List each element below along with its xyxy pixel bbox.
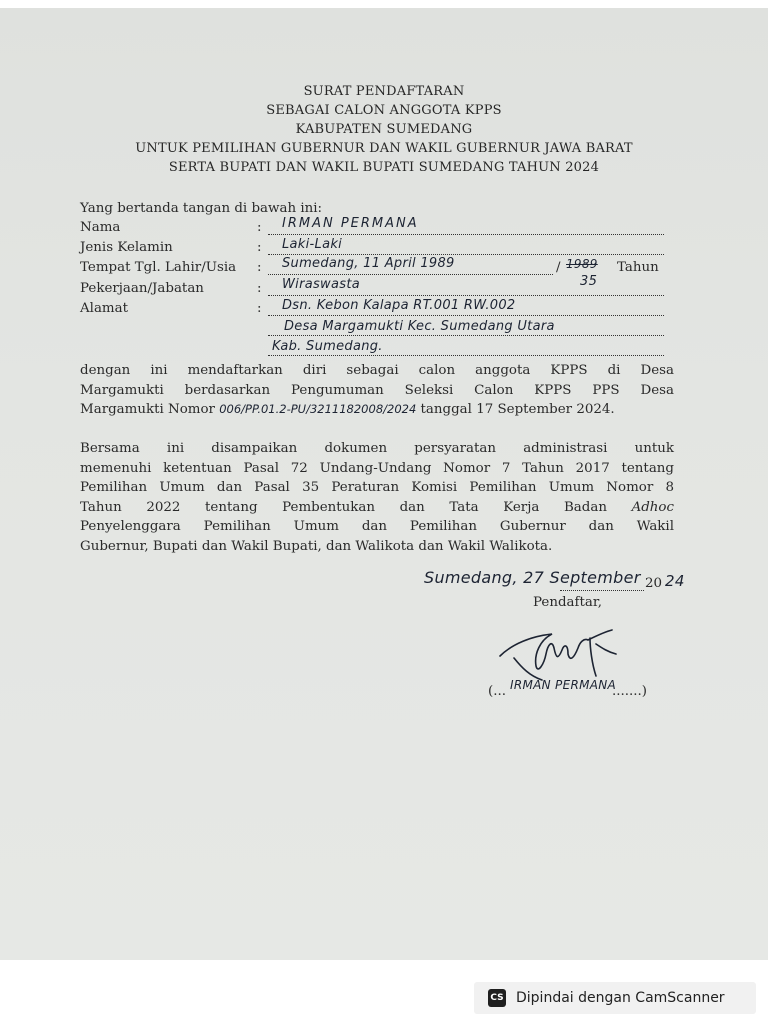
scanned-document-page (0, 8, 768, 960)
nama-dotted-line (268, 234, 664, 235)
ttl-age-struck: 1989 (566, 257, 598, 271)
doc-title: SURAT PENDAFTARAN (303, 84, 465, 99)
requirements-paragraph (80, 439, 674, 556)
signer-role: Pendaftar, (533, 595, 603, 610)
para1-line3-suffix: tanggal 17 September 2024. (420, 402, 615, 417)
para2-line4 (80, 498, 674, 518)
doc-title-line5: SERTA BUPATI DAN WAKIL BUPATI SUMEDANG TAHUN 2024 (168, 160, 600, 175)
year-handwritten: 24 (665, 572, 685, 590)
alamat-colon: : (257, 301, 262, 316)
para2-line4-text: Tahun 2022 tentang Pembentukan dan Tata Kerja Badan (80, 499, 607, 515)
signer-name-close: .......) (612, 684, 648, 699)
registration-paragraph (80, 361, 674, 420)
alamat-dotted-line-2 (268, 335, 664, 336)
pekerjaan-handwritten: Wiraswasta (282, 277, 360, 292)
camscanner-label: Dipindai dengan CamScanner (516, 990, 725, 1006)
pekerjaan-colon: : (257, 281, 262, 296)
jenis-kelamin-dotted-line (268, 254, 664, 255)
doc-title-line4: UNTUK PEMILIHAN GUBERNUR DAN WAKIL GUBERNUR JAWA BARAT (135, 141, 633, 156)
ttl-slash: / (556, 260, 561, 275)
doc-title-line3: KABUPATEN SUMEDANG (295, 122, 473, 137)
ttl-handwritten: Sumedang, 11 April 1989 (282, 256, 455, 271)
alamat-dotted-line-1 (268, 315, 664, 316)
alamat-dotted-line-3 (268, 355, 664, 356)
nama-handwritten: IRMAN PERMANA (282, 216, 419, 231)
jenis-kelamin-handwritten: Laki-Laki (282, 237, 343, 252)
nama-colon: : (257, 220, 262, 235)
para1-line3 (80, 400, 674, 420)
pekerjaan-dotted-line (268, 295, 664, 296)
announcement-number-handwritten: 006/PP.01.2-PU/3211182008/2024 (219, 402, 417, 416)
para2-line2: memenuhi ketentuan Pasal 72 Undang-Undang Nomor 7 Tahun 2017 tentang (80, 460, 674, 476)
nama-label: Nama (80, 220, 121, 235)
para2-line4-italic: Adhoc (631, 499, 674, 515)
ttl-tahun: Tahun (617, 260, 659, 275)
para1-line2: Margamukti berdasarkan Pengumuman Seleksi Calon KPPS PPS Desa (80, 382, 674, 398)
alamat-handwritten-1: Dsn. Kebon Kalapa RT.001 RW.002 (282, 298, 516, 313)
jenis-kelamin-label: Jenis Kelamin (80, 240, 173, 255)
signer-name-handwritten: IRMAN PERMANA (510, 678, 617, 692)
para2-line1: Bersama ini disampaikan dokumen persyaratan administrasi untuk (80, 441, 674, 456)
pekerjaan-label: Pekerjaan/Jabatan (80, 281, 204, 296)
alamat-handwritten-3: Kab. Sumedang. (272, 339, 383, 354)
para2-line6: Gubernur, Bupati dan Wakil Bupati, dan Walikota dan Wakil Walikota. (80, 538, 553, 554)
date-dotted-line (560, 590, 644, 591)
jenis-kelamin-colon: : (257, 240, 262, 255)
ttl-age-handwritten: 35 (580, 274, 598, 289)
para1-line3-prefix: Margamukti Nomor (80, 402, 215, 417)
camscanner-watermark (474, 982, 756, 1014)
para2-line5: Penyelenggara Pemilihan Umum dan Pemilihan Gubernur dan Wakil (80, 519, 674, 534)
alamat-label: Alamat (80, 301, 128, 316)
doc-title-line2: SEBAGAI CALON ANGGOTA KPPS (266, 103, 502, 118)
para2-line3: Pemilihan Umum dan Pasal 35 Peraturan Komisi Pemilihan Umum Nomor 8 (80, 480, 674, 495)
alamat-handwritten-2: Desa Margamukti Kec. Sumedang Utara (284, 319, 555, 334)
signer-name-open: (... (488, 684, 506, 699)
ttl-label: Tempat Tgl. Lahir/Usia (80, 260, 237, 275)
year-printed: 20 (645, 576, 663, 591)
ttl-dotted-line (268, 274, 553, 275)
place-date-handwritten: Sumedang, 27 September (424, 568, 641, 587)
camscanner-logo-icon: CS (488, 989, 506, 1007)
para1-line1: dengan ini mendaftarkan diri sebagai calon anggota KPPS di Desa (80, 363, 674, 378)
signature-image (492, 614, 622, 686)
ttl-colon: : (257, 260, 262, 275)
intro-text: Yang bertanda tangan di bawah ini: (80, 201, 323, 216)
